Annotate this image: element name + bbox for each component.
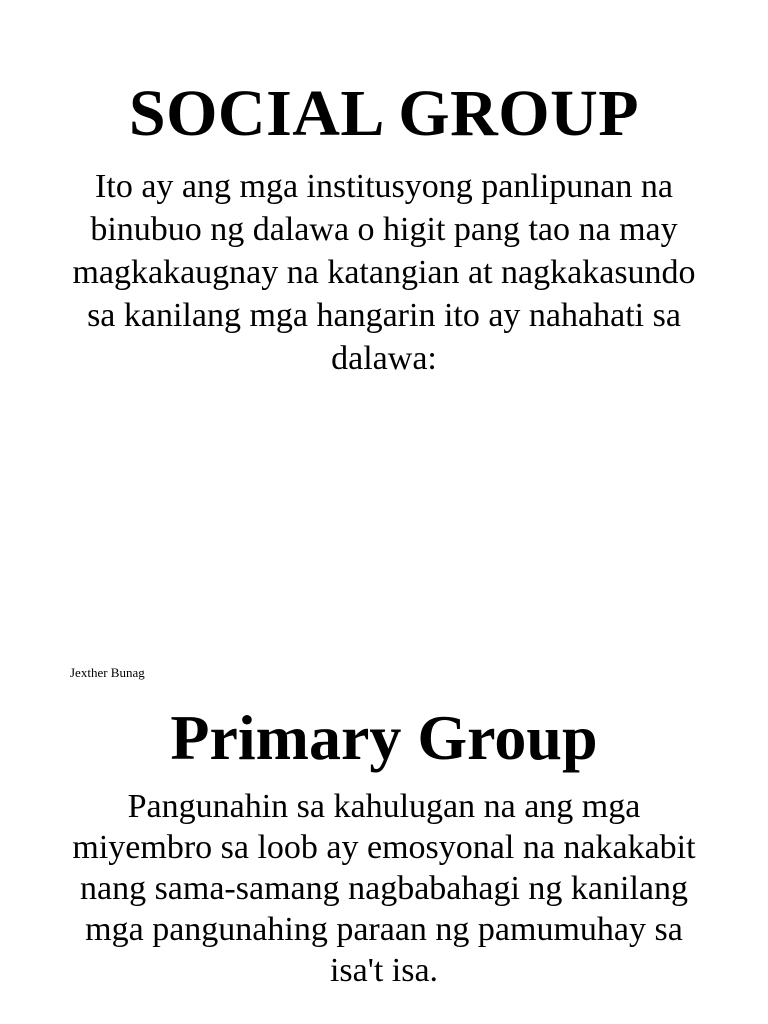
author-name: Jexther Bunag (70, 665, 145, 680)
slide-title: SOCIAL GROUP (128, 77, 640, 150)
slide-primary-group (0, 690, 768, 1024)
slide-body-text: Pangunahin sa kahulugan na ang mga miyembro sa loob ay emosyonal na nakakabit nang sama-samang nagbabahagi ng kanilang mga pangunahing paraan ng pamumuhay sa isa't isa. (72, 788, 696, 989)
slide-title: Primary Group (170, 702, 598, 773)
slide-body-text: Ito ay ang mga institusyong panlipunan na binubuo ng dalawa o higit pang tao na may magkakaugnay na katangian at nagkakasundo sa kanilang mga hangarin ito ay nahahati sa dalawa: (72, 168, 696, 377)
